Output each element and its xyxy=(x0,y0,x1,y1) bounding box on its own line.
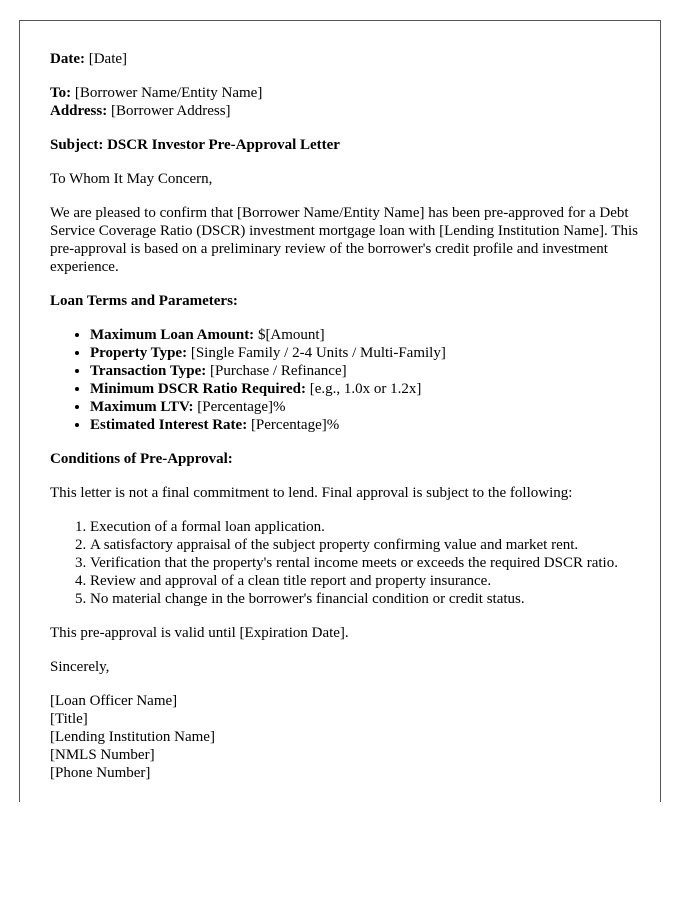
signature-nmls: [NMLS Number] xyxy=(50,747,155,763)
loan-term-label: Estimated Interest Rate: xyxy=(90,417,248,433)
signature-title: [Title] xyxy=(50,711,88,727)
conditions-heading: Conditions of Pre-Approval: xyxy=(50,451,233,467)
loan-term-value: $[Amount] xyxy=(257,327,325,343)
recipient-block xyxy=(50,84,640,120)
conditions-list xyxy=(50,518,640,608)
to-value: [Borrower Name/Entity Name] xyxy=(74,85,263,101)
loan-terms-heading: Loan Terms and Parameters: xyxy=(50,293,238,309)
loan-term-label: Property Type: xyxy=(90,345,188,361)
loan-term-item xyxy=(90,398,640,416)
loan-terms-list xyxy=(50,326,640,434)
address-value: [Borrower Address] xyxy=(110,103,231,119)
condition-item: 5. No material change in the borrower's financial condition or credit status. xyxy=(90,590,640,608)
loan-term-item xyxy=(90,380,640,398)
loan-term-label: Maximum LTV: xyxy=(90,399,194,415)
loan-term-item xyxy=(90,326,640,344)
letter-page xyxy=(19,20,661,802)
loan-term-item xyxy=(90,362,640,380)
salutation: To Whom It May Concern, xyxy=(50,171,213,187)
letter-content xyxy=(50,50,640,798)
signature-name: [Loan Officer Name] xyxy=(50,693,178,709)
loan-term-value: [Percentage]% xyxy=(250,417,340,433)
loan-term-item xyxy=(90,344,640,362)
to-label: To: xyxy=(50,85,72,101)
date-line xyxy=(50,50,640,68)
condition-item: 1. Execution of a formal loan application. xyxy=(90,518,640,536)
signature-block xyxy=(50,692,640,782)
signature-phone: [Phone Number] xyxy=(50,765,151,781)
validity-statement: This pre-approval is valid until [Expiration Date]. xyxy=(50,625,349,641)
loan-term-label: Minimum DSCR Ratio Required: xyxy=(90,381,306,397)
intro-paragraph: We are pleased to confirm that [Borrower Name/Entity Name] has been pre-approved for a Debt Service Coverage Ratio (DSCR) investment mortgage loan with [Lending Institution Name]. This pre-approval is based on a preliminary review of the borrower's credit profile and investment experience. xyxy=(50,205,638,275)
date-value: [Date] xyxy=(88,51,128,67)
subject-line: Subject: DSCR Investor Pre-Approval Letter xyxy=(50,137,340,153)
loan-term-label: Maximum Loan Amount: xyxy=(90,327,255,343)
address-line xyxy=(50,102,640,120)
signature-institution: [Lending Institution Name] xyxy=(50,729,215,745)
loan-term-label: Transaction Type: xyxy=(90,363,207,379)
loan-term-item xyxy=(90,416,640,434)
loan-term-value: [Purchase / Refinance] xyxy=(210,363,347,379)
loan-term-value: [Percentage]% xyxy=(197,399,286,415)
address-label: Address: xyxy=(50,103,108,119)
condition-item: 4. Review and approval of a clean title report and property insurance. xyxy=(90,572,640,590)
conditions-intro: This letter is not a final commitment to lend. Final approval is subject to the following: xyxy=(50,485,573,501)
to-line xyxy=(50,84,640,102)
closing: Sincerely, xyxy=(50,659,110,675)
loan-term-value: [Single Family / 2-4 Units / Multi-Family] xyxy=(190,345,446,361)
date-label: Date: xyxy=(50,51,85,67)
condition-item: 2. A satisfactory appraisal of the subject property confirming value and market rent. xyxy=(90,536,640,554)
condition-item: 3. Verification that the property's rental income meets or exceeds the required DSCR ratio. xyxy=(90,554,640,572)
loan-term-value: [e.g., 1.0x or 1.2x] xyxy=(309,381,422,397)
